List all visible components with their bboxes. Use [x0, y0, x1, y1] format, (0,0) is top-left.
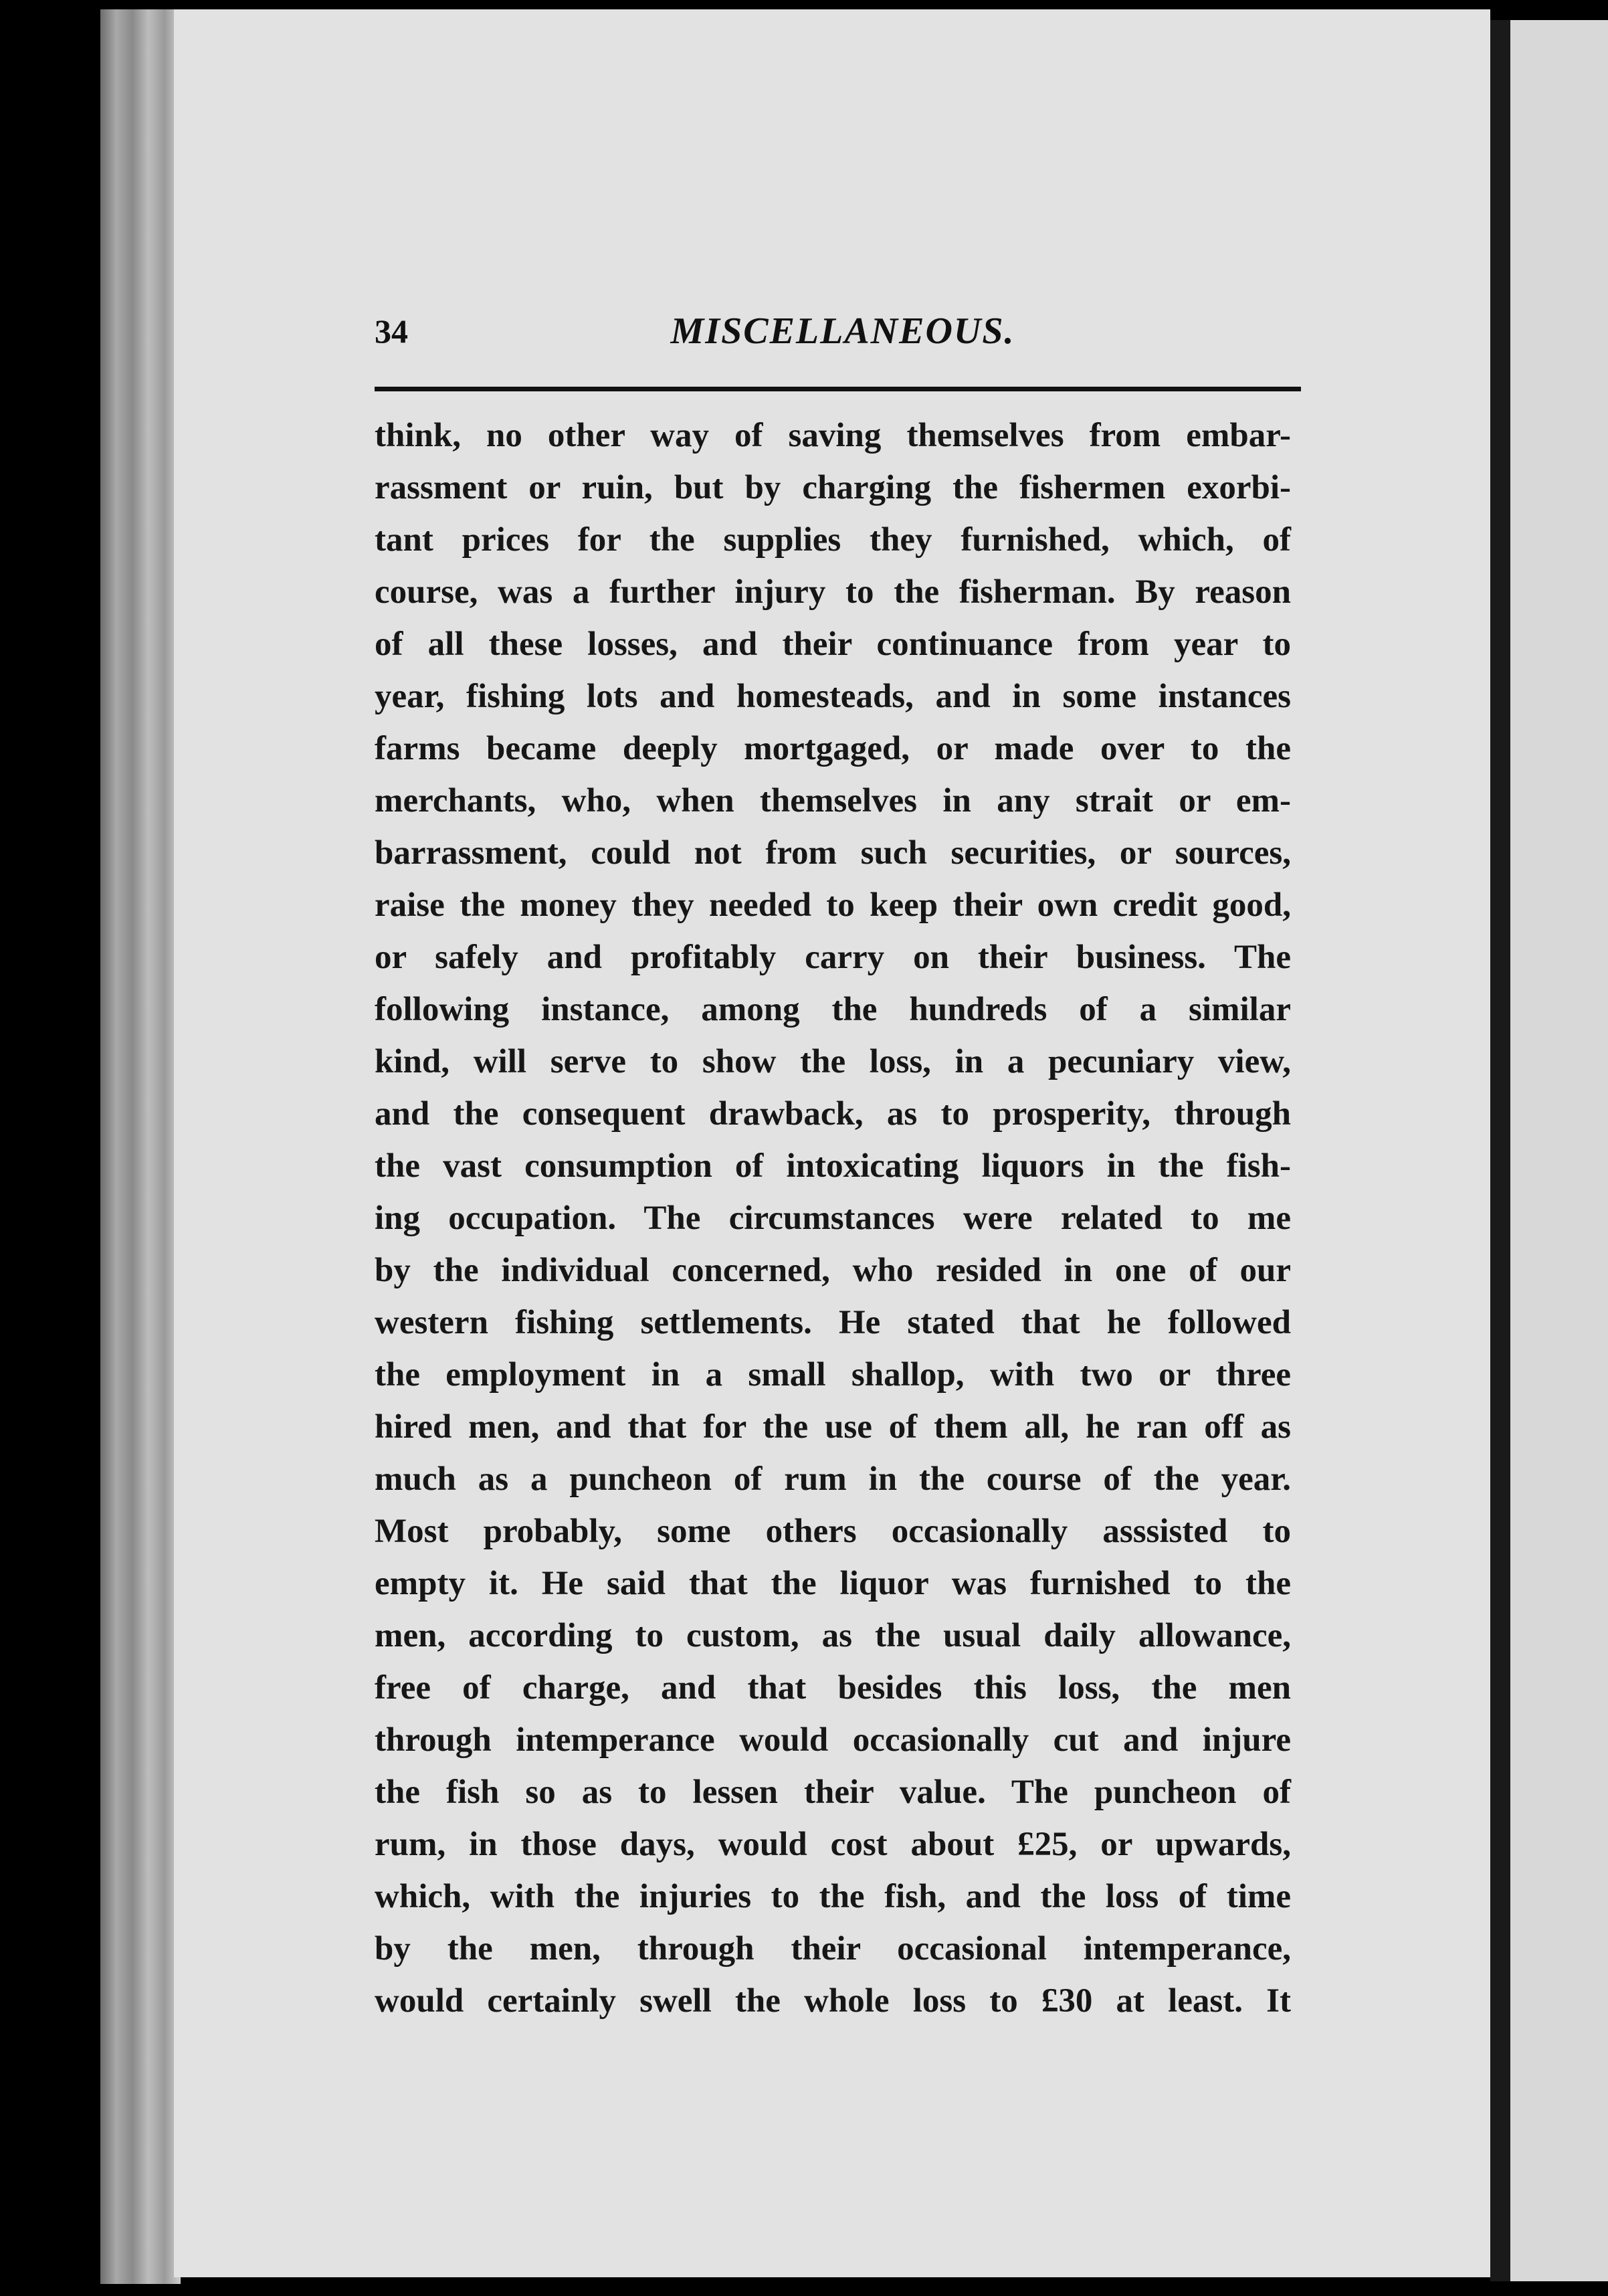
body-text [375, 409, 1291, 2027]
text-line: ing occupation. The circumstances were related to me [375, 1200, 1291, 1237]
text-line: which, with the injuries to the fish, and the loss of time [375, 1878, 1291, 1915]
text-line: farms became deeply mortgaged, or made over to the [375, 730, 1291, 767]
text-line: rassment or ruin, but by charging the fishermen exorbi- [375, 469, 1291, 506]
text-line: raise the money they needed to keep their own credit good, [375, 886, 1291, 924]
text-line: rum, in those days, would cost about £25, or upwards, [375, 1826, 1291, 1863]
text-line: empty it. He said that the liquor was furnished to the [375, 1565, 1291, 1602]
text-line: or safely and profitably carry on their business. The [375, 939, 1291, 976]
text-line: much as a puncheon of rum in the course of the year. [375, 1460, 1291, 1498]
book-page-edges [100, 9, 181, 2284]
text-line: by the individual concerned, who resided in one of our [375, 1252, 1291, 1289]
page-header [375, 304, 1311, 365]
text-line: kind, will serve to show the loss, in a pecuniary view, [375, 1043, 1291, 1080]
text-line: merchants, who, when themselves in any strait or em- [375, 782, 1291, 820]
text-line: following instance, among the hundreds of a similar [375, 991, 1291, 1028]
text-line: hired men, and that for the use of them all, he ran off as [375, 1408, 1291, 1446]
text-line: the fish so as to lessen their value. The puncheon of [375, 1774, 1291, 1811]
text-line: of all these losses, and their continuance from year to [375, 626, 1291, 663]
text-line: course, was a further injury to the fisherman. By reason [375, 573, 1291, 611]
running-head: MISCELLANEOUS. [670, 310, 1015, 352]
facing-page-gutter [1490, 20, 1510, 2281]
text-line: through intemperance would occasionally cut and injure [375, 1721, 1291, 1759]
header-rule [375, 387, 1301, 391]
page-number: 34 [375, 312, 408, 350]
text-line: the vast consumption of intoxicating liquors in the fish- [375, 1147, 1291, 1185]
text-line: would certainly swell the whole loss to £30 at least. It [375, 1982, 1291, 2020]
text-line: and the consequent drawback, as to prosperity, through [375, 1095, 1291, 1133]
text-line: by the men, through their occasional intemperance, [375, 1930, 1291, 1968]
text-line: think, no other way of saving themselves from embar- [375, 417, 1291, 454]
text-line: barrassment, could not from such securities, or sources, [375, 834, 1291, 872]
text-line: Most probably, some others occasionally asssisted to [375, 1513, 1291, 1550]
text-line: tant prices for the supplies they furnished, which, of [375, 521, 1291, 559]
text-line: the employment in a small shallop, with two or three [375, 1356, 1291, 1394]
facing-page-edge [1510, 20, 1608, 2281]
text-line: men, according to custom, as the usual daily allowance, [375, 1617, 1291, 1654]
text-line: free of charge, and that besides this loss, the men [375, 1669, 1291, 1707]
text-line: year, fishing lots and homesteads, and in some instances [375, 678, 1291, 715]
text-line: western fishing settlements. He stated that he followed [375, 1304, 1291, 1341]
